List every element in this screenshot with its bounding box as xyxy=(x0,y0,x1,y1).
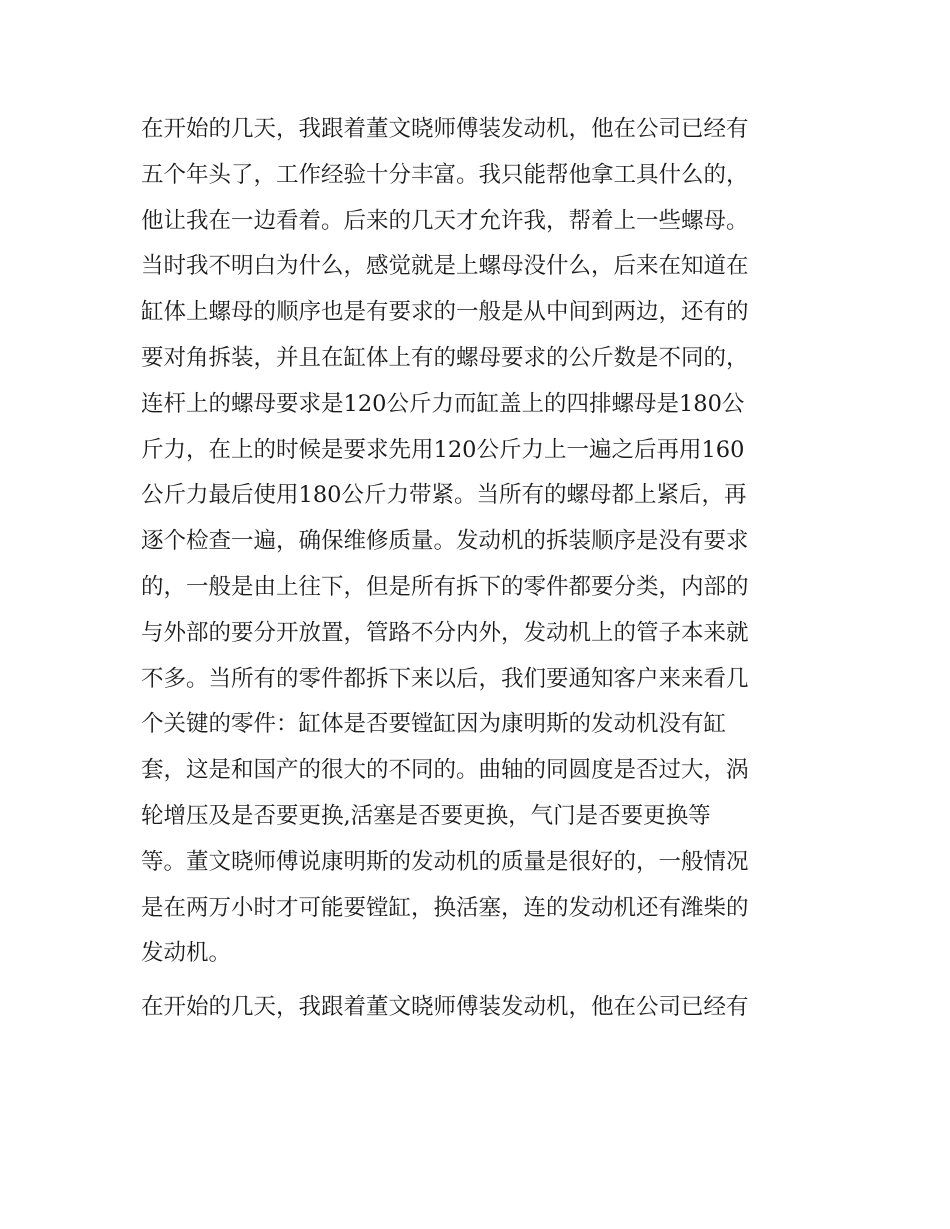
text-line: 个关键的零件：缸体是否要镗缸因为康明斯的发动机没有缸 xyxy=(141,711,727,738)
paragraph-2 xyxy=(141,985,821,1031)
text-line: 当时我不明白为什么，感觉就是上螺母没什么，后来在知道在 xyxy=(141,253,749,280)
text-line: 与外部的要分开放置，管路不分内外，发动机上的管子本来就 xyxy=(141,619,749,646)
text-line: 等。董文晓师傅说康明斯的发动机的质量是很好的，一般情况 xyxy=(141,848,749,875)
text-line: 斤力，在上的时候是要求先用120公斤力上一遍之后再用160 xyxy=(141,436,745,463)
text-line: 发动机。 xyxy=(141,940,232,967)
text-line: 公斤力最后使用180公斤力带紧。当所有的螺母都上紧后，再 xyxy=(141,482,747,509)
text-line: 五个年头了，工作经验十分丰富。我只能帮他拿工具什么的， xyxy=(141,161,749,188)
paragraph-1 xyxy=(141,107,821,977)
text-line: 缸体上螺母的顺序也是有要求的一般是从中间到两边，还有的 xyxy=(141,299,749,326)
text-line: 连杆上的螺母要求是120公斤力而缸盖上的四排螺母是180公 xyxy=(141,390,745,417)
text-line: 的，一般是由上往下，但是所有拆下的零件都要分类，内部的 xyxy=(141,573,749,600)
text-line: 要对角拆装，并且在缸体上有的螺母要求的公斤数是不同的， xyxy=(141,344,749,371)
body-text xyxy=(141,107,821,1031)
text-line: 在开始的几天，我跟着董文晓师傅装发动机，他在公司已经有 xyxy=(141,994,749,1021)
text-line: 是在两万小时才可能要镗缸，换活塞，连的发动机还有潍柴的 xyxy=(141,894,749,921)
text-line: 他让我在一边看着。后来的几天才允许我，帮着上一些螺母。 xyxy=(141,207,749,234)
text-line: 在开始的几天，我跟着董文晓师傅装发动机，他在公司已经有 xyxy=(141,116,749,142)
text-line: 不多。当所有的零件都拆下来以后，我们要通知客户来来看几 xyxy=(141,665,749,692)
text-line: 轮增压及是否要更换,活塞是否要更换，气门是否要更换等 xyxy=(141,802,711,829)
paragraph-gap xyxy=(141,977,821,985)
text-line: 逐个检查一遍，确保维修质量。发动机的拆装顺序是没有要求 xyxy=(141,528,749,555)
text-line: 套，这是和国产的很大的不同的。曲轴的同圆度是否过大，涡 xyxy=(141,757,749,784)
